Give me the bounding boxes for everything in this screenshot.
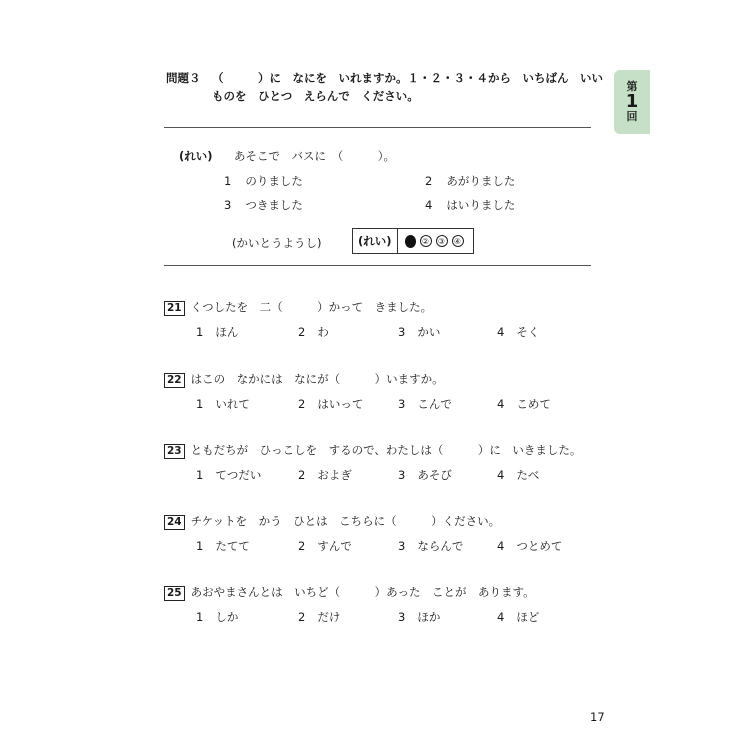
question-text: あおやまさんとは いちど（ ）あった ことが あります。	[190, 585, 535, 599]
question-number: 21	[164, 301, 185, 316]
question-text: くつしたを 二（ ）かって きました。	[190, 300, 433, 314]
option-number: 2	[298, 325, 306, 339]
option-text: こんで	[417, 397, 452, 411]
option-text: そく	[516, 325, 540, 339]
instruction-label: 問題３	[166, 71, 201, 85]
q24-option-4[interactable]	[497, 538, 562, 554]
q23-option-2[interactable]	[298, 467, 352, 483]
round-tab-top: 第	[626, 80, 638, 93]
answer-bubble-3: ③	[436, 235, 448, 247]
option-number: 3	[398, 539, 406, 553]
option-number: 1	[224, 174, 232, 188]
option-number: 4	[497, 397, 505, 411]
option-number: 2	[298, 397, 306, 411]
question-25	[164, 584, 535, 601]
option-number: 4	[497, 610, 505, 624]
option-text: わ	[317, 325, 329, 339]
answer-sheet-sample	[352, 228, 474, 254]
option-number: 4	[497, 468, 505, 482]
q21-option-2[interactable]	[298, 324, 329, 340]
option-number: 2	[425, 174, 433, 188]
option-number: 2	[298, 539, 306, 553]
q25-option-2[interactable]	[298, 609, 340, 625]
question-24	[164, 513, 500, 530]
question-number: 25	[164, 586, 185, 601]
option-number: 1	[196, 539, 204, 553]
question-text: チケットを かう ひとは こちらに（ ）ください。	[190, 514, 501, 528]
answer-bubbles	[398, 235, 464, 248]
example-option-1	[224, 173, 303, 189]
q22-option-2[interactable]	[298, 396, 363, 412]
option-text: つとめて	[516, 539, 563, 553]
option-text: だけ	[317, 610, 341, 624]
option-text: たてて	[215, 539, 250, 553]
example-bottom-rule	[164, 265, 591, 266]
option-text: ならんで	[417, 539, 464, 553]
option-text: ほど	[516, 610, 540, 624]
answer-sheet-tag: (れい)	[353, 229, 398, 253]
q25-option-4[interactable]	[497, 609, 539, 625]
q24-option-1[interactable]	[196, 538, 250, 554]
q25-option-1[interactable]	[196, 609, 238, 625]
option-text: およぎ	[317, 468, 352, 482]
q23-option-3[interactable]	[398, 467, 452, 483]
instruction-line-1: （ ）に なにを いれますか。１・２・３・４から いちばん いい	[212, 71, 603, 85]
round-tab-bottom: 回	[626, 110, 638, 124]
option-text: ほか	[417, 610, 441, 624]
option-text: こめて	[516, 397, 551, 411]
round-tab	[614, 70, 650, 134]
example-option-4	[425, 197, 515, 213]
question-21	[164, 299, 432, 316]
option-number: 3	[398, 610, 406, 624]
question-text: ともだちが ひっこしを するので、わたしは（ ）に いきました。	[190, 443, 582, 457]
option-number: 4	[425, 198, 433, 212]
option-text: いれて	[215, 397, 250, 411]
option-text: あそび	[417, 468, 452, 482]
round-tab-number: 1	[625, 90, 639, 112]
example-label: (れい)	[179, 149, 213, 163]
option-number: 1	[196, 610, 204, 624]
option-text: ほん	[215, 325, 239, 339]
q22-option-1[interactable]	[196, 396, 250, 412]
q22-option-4[interactable]	[497, 396, 551, 412]
option-text: すんで	[317, 539, 352, 553]
q21-option-4[interactable]	[497, 324, 539, 340]
option-number: 3	[398, 468, 406, 482]
q23-option-4[interactable]	[497, 467, 539, 483]
example-option-3	[224, 197, 303, 213]
example-sentence: あそこで バスに （ ）。	[234, 149, 395, 163]
example-option-2	[425, 173, 515, 189]
filled-bubble-icon	[405, 235, 416, 248]
q21-option-1[interactable]	[196, 324, 238, 340]
option-number: 1	[196, 397, 204, 411]
option-text: てつだい	[215, 468, 262, 482]
question-22	[164, 371, 444, 388]
option-number: 1	[196, 325, 204, 339]
answer-bubble-4: ④	[452, 235, 464, 247]
q24-option-3[interactable]	[398, 538, 463, 554]
option-text: はいって	[317, 397, 364, 411]
question-23	[164, 442, 581, 459]
answer-bubble-2: ②	[420, 235, 432, 247]
option-text: つきました	[245, 198, 303, 212]
q22-option-3[interactable]	[398, 396, 452, 412]
question-number: 23	[164, 444, 185, 459]
question-text: はこの なかには なにが（ ）いますか。	[190, 372, 444, 386]
question-number: 22	[164, 373, 185, 388]
instruction-line-2: ものを ひとつ えらんで ください。	[212, 89, 419, 103]
option-number: 3	[398, 397, 406, 411]
option-text: のりました	[245, 174, 303, 188]
option-number: 3	[398, 325, 406, 339]
q24-option-2[interactable]	[298, 538, 352, 554]
option-number: 4	[497, 539, 505, 553]
q23-option-1[interactable]	[196, 467, 261, 483]
option-text: たべ	[516, 468, 540, 482]
option-number: 2	[298, 610, 306, 624]
option-text: はいりました	[446, 198, 516, 212]
q25-option-3[interactable]	[398, 609, 440, 625]
example-top-rule	[164, 127, 591, 128]
option-number: 3	[224, 198, 232, 212]
option-number: 2	[298, 468, 306, 482]
question-number: 24	[164, 515, 185, 530]
answer-sheet-label: (かいとうようし)	[232, 236, 322, 250]
option-text: あがりました	[446, 174, 516, 188]
option-number: 4	[497, 325, 505, 339]
option-text: しか	[215, 610, 239, 624]
q21-option-3[interactable]	[398, 324, 440, 340]
page-number: 17	[590, 710, 605, 724]
option-text: かい	[417, 325, 441, 339]
option-number: 1	[196, 468, 204, 482]
